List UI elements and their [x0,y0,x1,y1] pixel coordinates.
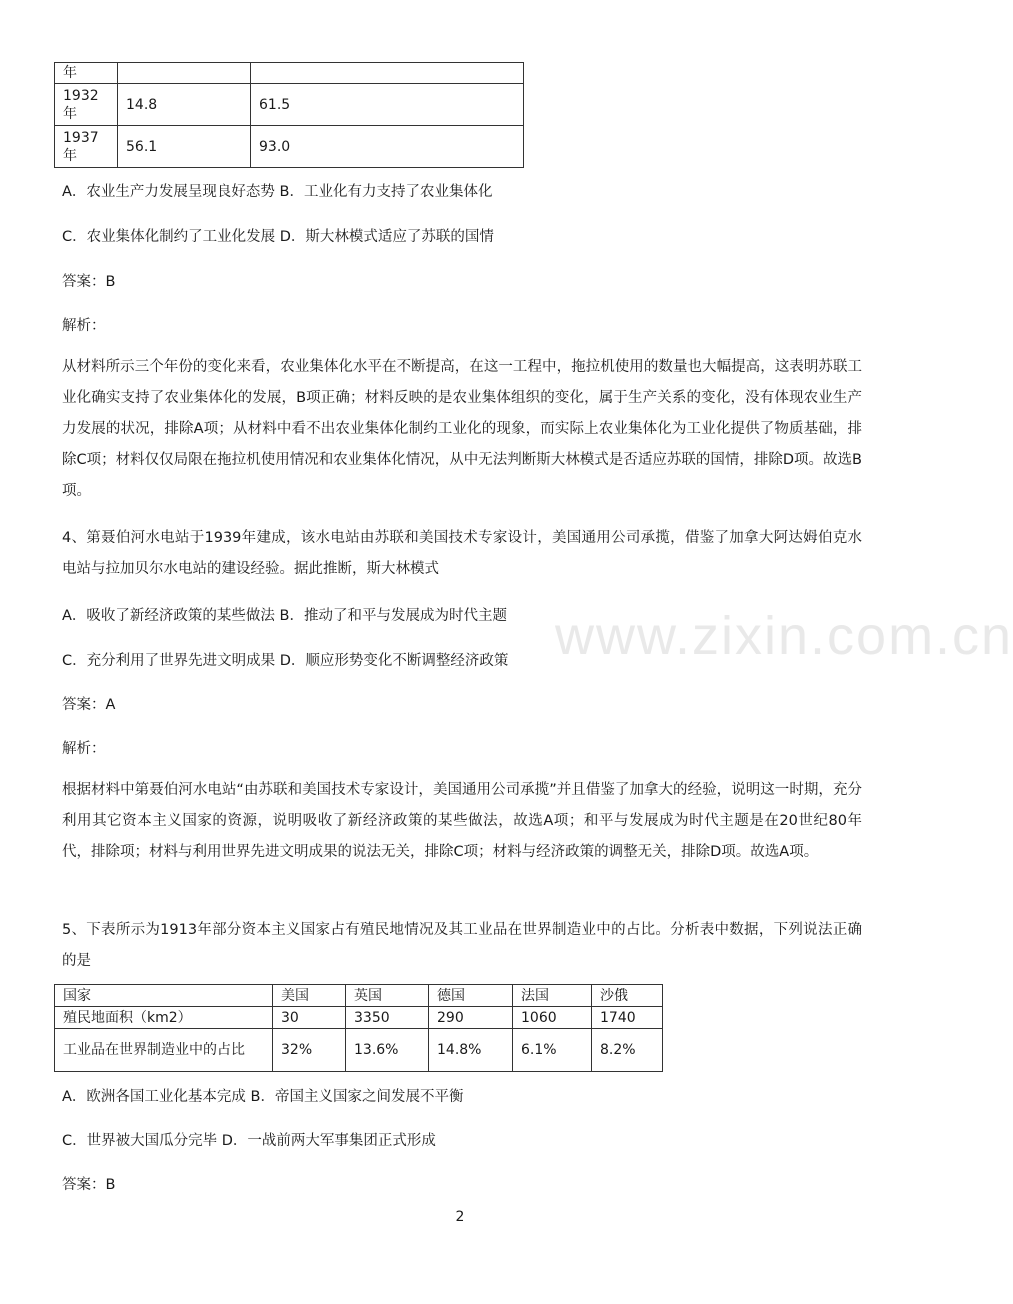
table-cell: 56.1 [118,126,251,168]
table-cell: 32% [273,1029,346,1072]
table-cell: 1937 年 [55,126,118,168]
table-header-row [55,985,663,1007]
table-row [55,1029,663,1072]
table-cell: 8.2% [592,1029,663,1072]
tractor-collectivization-table [54,62,524,168]
q5-answer: 答案：B [62,1177,116,1193]
q5-options-line1: A．欧洲各国工业化基本完成 B．帝国主义国家之间发展不平衡 [62,1089,464,1105]
q3-analysis-label: 解析： [62,318,106,334]
q4-stem: 4、第聂伯河水电站于1939年建成，该水电站由苏联和美国技术专家设计，美国通用公司承揽，借鉴了加拿大阿达姆伯克水电站与拉加贝尔水电站的建设经验。据此推断，斯大林模式 [62,530,862,577]
table-cell: 1740 [592,1007,663,1029]
q3-answer: 答案：B [62,274,116,290]
q4-answer: 答案：A [62,697,116,713]
colonies-industry-table [54,984,663,1072]
q4-analysis-label: 解析： [62,741,106,757]
q4-options-line2: C．充分利用了世界先进文明成果 D．顺应形势变化不断调整经济政策 [62,653,509,669]
table-cell: 1932 年 [55,84,118,126]
table-header-cell: 沙俄 [592,985,663,1007]
table-cell: 13.6% [346,1029,429,1072]
table-cell: 61.5 [251,84,524,126]
table-cell [118,63,251,84]
table-header-cell: 美国 [273,985,346,1007]
table-header-cell: 国家 [55,985,273,1007]
table-cell: 年 [55,63,118,84]
table-cell [251,63,524,84]
table-cell: 14.8 [118,84,251,126]
q3-options-line2: C．农业集体化制约了工业化发展 D．斯大林模式适应了苏联的国情 [62,229,494,245]
page-number: 2 [455,1209,465,1225]
table-cell: 30 [273,1007,346,1029]
table-row [55,84,524,126]
table-row [55,1007,663,1029]
table-cell: 殖民地面积（km2） [55,1007,273,1029]
q4-options-line1: A．吸收了新经济政策的某些做法 B．推动了和平与发展成为时代主题 [62,608,507,624]
table-cell: 14.8% [429,1029,513,1072]
q4-analysis: 根据材料中第聂伯河水电站“由苏联和美国技术专家设计，美国通用公司承揽”并且借鉴了加拿大的经验，说明这一时期，充分利用其它资本主义国家的资源，说明吸收了新经济政策的某些做法，故选A项；和平与发展成为时代主题是在20世纪80年代，排除项；材料与利用世界先进文明成果的说法无关，排除C项；材料与经济政策的调整无关，排除D项。故选A项。 [62,782,862,860]
table-cell: 工业品在世界制造业中的占比 [55,1029,273,1072]
table-header-cell: 英国 [346,985,429,1007]
q3-options-line1: A．农业生产力发展呈现良好态势 B．工业化有力支持了农业集体化 [62,184,493,200]
table-row [55,63,524,84]
table-cell: 93.0 [251,126,524,168]
q3-analysis: 从材料所示三个年份的变化来看，农业集体化水平在不断提高，在这一工程中，拖拉机使用的数量也大幅提高，这表明苏联工业化确实支持了农业集体化的发展，B项正确；材料反映的是农业集体组织的变化，属于生产关系的变化，没有体现农业生产力发展的状况，排除A项；从材料中看不出农业集体化制约工业化的现象，而实际上农业集体化为工业化提供了物质基础，排除C项；材料仅仅局限在拖拉机使用情况和农业集体化情况，从中无法判断斯大林模式是否适应苏联的国情，排除D项。故选B项。 [62,359,862,499]
q5-options-line2: C．世界被大国瓜分完毕 D．一战前两大军事集团正式形成 [62,1133,436,1149]
table-cell: 1060 [513,1007,592,1029]
watermark: www.zixin.com.cn [555,606,1013,666]
table-header-cell: 法国 [513,985,592,1007]
q5-stem: 5、下表所示为1913年部分资本主义国家占有殖民地情况及其工业品在世界制造业中的占比。分析表中数据，下列说法正确的是 [62,922,862,969]
table-header-cell: 德国 [429,985,513,1007]
table-cell: 3350 [346,1007,429,1029]
table-cell: 290 [429,1007,513,1029]
table-row [55,126,524,168]
table-cell: 6.1% [513,1029,592,1072]
